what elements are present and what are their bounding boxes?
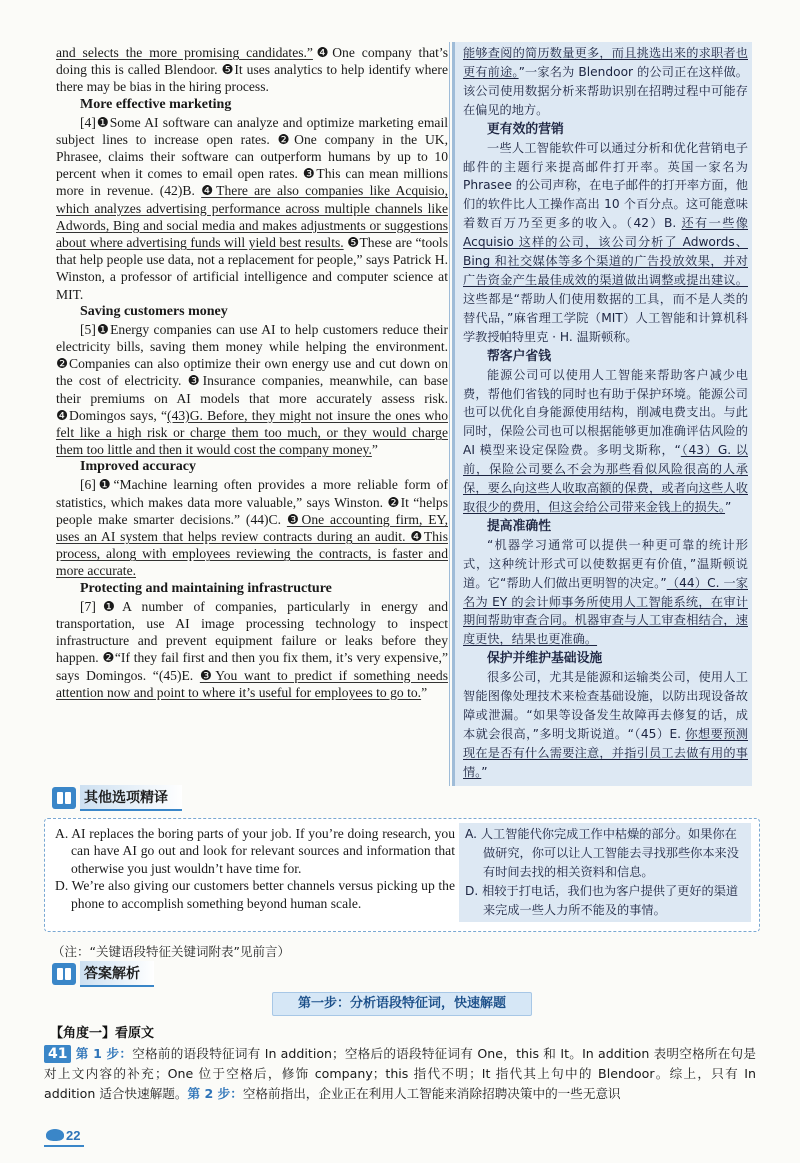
- other-options-english: [55, 825, 455, 912]
- step2-text: 空格前指出，企业正在利用人工智能来消除招聘决策中的一些无意识: [242, 1086, 621, 1101]
- step1-label: 第 1 步：: [75, 1046, 133, 1061]
- en-heading-accuracy: Improved accuracy: [80, 459, 196, 475]
- other-options-chinese: [459, 823, 751, 922]
- zh-para-3-end: 能够查阅的简历数量更多，而且挑选出来的求职者也更有前途。”一家名为 Blendoor 的公司正在这样做。该公司使用数据分析来帮助识别在招聘过程中可能存在偏见的地方。: [463, 46, 748, 117]
- option-d-zh: D. 相较于打电话，我们也为客户提供了更好的渠道来完成一些人力所不能及的事情。: [465, 884, 739, 917]
- en-heading-marketing: More effective marketing: [80, 96, 232, 112]
- book-icon: [52, 787, 76, 809]
- book-icon: [52, 963, 76, 985]
- zh-heading-marketing: 更有效的营销: [487, 121, 564, 137]
- column-divider: [449, 42, 450, 786]
- page-footer: [46, 1126, 80, 1144]
- other-options-header: [52, 786, 182, 810]
- chinese-translation: [452, 42, 752, 786]
- note-text: （注：“关键语段特征关键词附表”见前言）: [52, 944, 290, 959]
- other-options-title: 其他选项精译: [80, 785, 182, 811]
- en-para-5: [5]❶Energy companies can use AI to help customers reduce their electricity bills, saving them money while helping the environment. ❷Companies can also optimize their own energy use and cut down on the cost of electricity. ❸Insurance companies, meanwhile, can base their premiums on AI models that more accurately assess risk. ❹Domingos says, “(43)G. Before, they might not insure the ones who felt like a high risk or charge them too much, or they would charge them too little and then it would cost the company money.”: [56, 321, 448, 458]
- english-passage: [56, 44, 448, 701]
- zh-heading-infrastructure: 保护并维护基础设施: [487, 651, 603, 667]
- answer-title: 答案解析: [80, 961, 154, 987]
- answer-analysis: [44, 1044, 756, 1104]
- page-number: 22: [66, 1127, 81, 1143]
- step1-text: 空格前的语段特征词有 In addition；空格后的语段特征词有 One，this 和 It。In addition 表明空格所在句是对上文内容的补充；One 位于空格后，修饰 company；this 指代不明；It 指代其上句中的 Blendoor。综上，只有 In addition 适合快速解题。: [44, 1046, 756, 1101]
- zh-para-7: 很多公司，尤其是能源和运输类公司，使用人工智能图像处理技术来检查基础设施，以防出现设备故障或泄漏。“如果等设备发生故障再去修复的话，成本就会很高，”多明戈斯说道。“（45）E. 你想要预测现在是否有什么需要注意，并指引员工去做有用的事情。”: [463, 670, 748, 779]
- option-a-zh: A. 人工智能代你完成工作中枯燥的部分。如果你在做研究，你可以让人工智能去寻找那些你本来没有时间去找的相关资料和信息。: [465, 827, 739, 879]
- option-a-en: A. AI replaces the boring parts of your job. If you’re doing research, you can have AI go out and look for relevant sources and information that otherwise you just wouldn’t have time for.: [55, 826, 455, 876]
- footer-rule: [44, 1145, 84, 1147]
- zh-heading-accuracy: 提高准确性: [487, 518, 551, 534]
- step-one-badge: 第一步：分析语段特征词，快速解题: [272, 992, 532, 1016]
- other-options-box: [44, 818, 760, 932]
- option-d-en: D. We’re also giving our customers better channels versus picking up the phone to accomplish something beyond human scale.: [55, 878, 455, 911]
- en-para-3-end: and selects the more promising candidates.”❹One company that’s doing this is called Blendoor. ❺It uses analytics to help identify where there may be bias in the hiring process.: [56, 45, 448, 95]
- angle-heading: 【角度一】看原文: [50, 1026, 155, 1041]
- zh-heading-saving: 帮客户省钱: [487, 348, 551, 364]
- zh-para-4: 一些人工智能软件可以通过分析和优化营销电子邮件的主题行来提高邮件打开率。英国一家名为 Phrasee 的公司声称，在电子邮件的打开率方面，他们的软件比人工操作高出 10 个百分点。这可能意味着数百万乃至更多的收入。（42）B. 还有一些像 Acquisio 这样的公司，该公司分析了 Adwords、Bing 和社交媒体等多个渠道的广告投放效果，并对广告资金产生最佳成效的渠道做出调整或提出建议。这些都是“帮助人们使用数据的工具，而不是人类的替代品，”麻省理工学院（MIT）人工智能和计算机科学教授帕特里克 · H. 温斯顿称。: [463, 140, 748, 344]
- question-number: 41: [44, 1045, 71, 1063]
- en-para-4: [4]❶Some AI software can analyze and optimize marketing email subject lines to increase open rates. ❷One company in the UK, Phrasee, claims their software can outperform humans by up to 10 percent when it comes to email open rates. ❸This can mean millions more in revenue. (42)B. ❹There are also companies like Acquisio, which analyzes advertising performance across multiple channels like Adwords, Bing and social media and makes adjustments or suggestions about where advertising funds will yield best results. ❺These are “tools that help people use data, not a replacement for people,” says Patrick H. Winston, a professor of artificial intelligence and computer science at MIT.: [56, 114, 448, 302]
- zh-para-5: 能源公司可以使用人工智能来帮助客户减少电费，帮他们省钱的同时也有助于保护环境。能源公司也可以优化自身能源使用结构，削减电费支出。与此同时，保险公司也可以根据能够更加准确评估风险的 AI 模型来设定保险费。多明戈斯称，“（43）G. 以前，保险公司要么不会为那些看似风险很高的人承保，要么向这些人收取高额的保费，或者向这些人收取很少的费用，但这会给公司带来金钱上的损失。”: [463, 367, 748, 514]
- pen-icon: [46, 1129, 64, 1141]
- zh-para-6: “机器学习通常可以提供一种更可靠的统计形式，这种统计形式可以使数据更有价值，”温斯顿说道。它“帮助人们做出更明智的决定。”（44）C. 一家名为 EY 的会计师事务所使用人工智能系统，在审计期间帮助审查合同。机器审查与人工审查相结合，速度更快，结果也更准确。: [463, 537, 748, 647]
- en-para-6: [6]❶“Machine learning often provides a more reliable form of statistics, which makes data more valuable,” says Winston. ❷It “helps people make smarter decisions.” (44)C. ❸One accounting firm, EY, uses an AI system that helps review contracts during an audit. ❹This process, along with employees reviewing the contracts, is faster and more accurate.: [56, 477, 448, 579]
- en-heading-saving: Saving customers money: [80, 303, 228, 319]
- step2-label: 第 2 步：: [187, 1086, 243, 1101]
- en-para-7: [7]❶A number of companies, particularly in energy and transportation, use AI image processing technology to inspect infrastructure and prevent equipment failure or leaks before they happen. ❷“If they fail first and then you fix them, it’s very expensive,” says Domingos. “(45)E. ❸You want to predict if something needs attention now and point to where it’s useful for employees to go to.”: [56, 598, 448, 700]
- answer-header: [52, 962, 154, 986]
- en-heading-infrastructure: Protecting and maintaining infrastructure: [80, 580, 332, 596]
